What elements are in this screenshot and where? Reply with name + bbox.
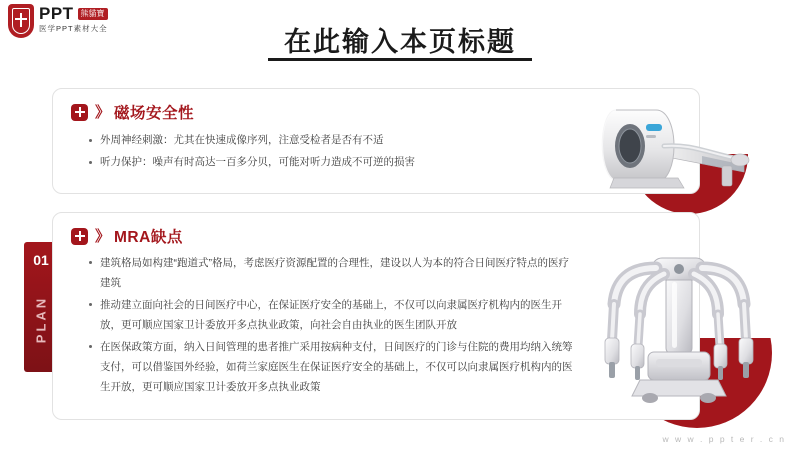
brand-subtitle: 医学PPT素材大全 bbox=[39, 24, 108, 33]
list-item: 建筑格局如构建“跑道式”格局，考虑医疗资源配置的合理性，建设以人为本的符合日间医疗特点的医疗建筑 bbox=[89, 253, 588, 293]
section-number: 01 bbox=[33, 252, 49, 268]
footer-url: w w w . p p t e r . c n bbox=[662, 434, 786, 444]
list-item: 听力保护：噪声有时高达一百多分贝，可能对听力造成不可逆的损害 bbox=[89, 153, 580, 172]
list-item: 推动建立面向社会的日间医疗中心，在保证医疗安全的基础上，不仅可以向隶属医疗机构内的医生开放，更可顺应国家卫计委放开多点执业政策，向社会自由执业的医生团队开放 bbox=[89, 295, 588, 335]
section-label: PLAN bbox=[33, 295, 49, 344]
list-item: 外周神经刺激：尤其在快速成像序列，注意受检者是否有不适 bbox=[89, 131, 580, 150]
chevron-double-right-icon: 》 bbox=[95, 227, 111, 245]
cross-badge-icon bbox=[71, 228, 88, 245]
brand-name: PPT bbox=[39, 4, 74, 23]
surgical-robot-image bbox=[590, 218, 770, 408]
chevron-double-right-icon: 》 bbox=[95, 103, 111, 121]
title-underline bbox=[268, 58, 532, 61]
list-item: 在医保政策方面，纳入日间管理的患者推广采用按病种支付，日间医疗的门诊与住院的费用均纳入统筹支付，可以借鉴国外经验，如荷兰家庭医生在保证医疗安全的基础上，不仅可以向隶属医疗机构内的医生开放，更可顺应国家卫计委放开多点执业政策 bbox=[89, 337, 588, 397]
card-title: 磁场安全性 bbox=[114, 105, 195, 122]
card-title: MRA缺点 bbox=[114, 229, 183, 246]
mri-scanner-image bbox=[594, 86, 764, 196]
cross-badge-icon bbox=[71, 104, 88, 121]
page-title: 在此输入本页标题 bbox=[284, 27, 516, 57]
brand-badge: 熊貓寶 bbox=[78, 8, 108, 20]
